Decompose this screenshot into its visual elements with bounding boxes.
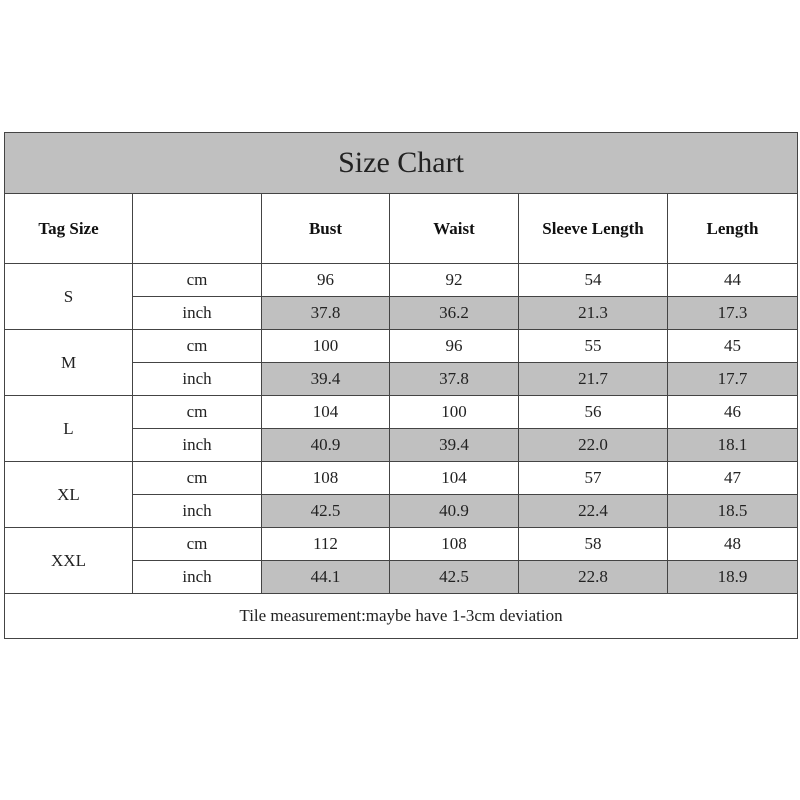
- sleeve-length-value: 58: [519, 528, 668, 561]
- waist-value: 40.9: [390, 495, 519, 528]
- sleeve-length-value: 57: [519, 462, 668, 495]
- waist-value: 96: [390, 330, 519, 363]
- sleeve-length-value: 21.3: [519, 297, 668, 330]
- length-value: 46: [668, 396, 798, 429]
- length-value: 18.1: [668, 429, 798, 462]
- header-unit: [133, 194, 262, 264]
- header-sleeve-length: Sleeve Length: [519, 194, 668, 264]
- size-row-cm: [5, 462, 798, 495]
- waist-value: 104: [390, 462, 519, 495]
- unit-label: cm: [133, 264, 262, 297]
- header-row: [5, 194, 798, 264]
- length-value: 17.3: [668, 297, 798, 330]
- unit-label: inch: [133, 495, 262, 528]
- length-value: 18.5: [668, 495, 798, 528]
- bust-value: 44.1: [262, 561, 390, 594]
- header-tag-size: Tag Size: [5, 194, 133, 264]
- waist-value: 37.8: [390, 363, 519, 396]
- sleeve-length-value: 22.0: [519, 429, 668, 462]
- sleeve-length-value: 54: [519, 264, 668, 297]
- size-row-cm: [5, 264, 798, 297]
- unit-label: cm: [133, 528, 262, 561]
- length-value: 18.9: [668, 561, 798, 594]
- size-row-cm: [5, 396, 798, 429]
- unit-label: cm: [133, 462, 262, 495]
- sleeve-length-value: 21.7: [519, 363, 668, 396]
- length-value: 48: [668, 528, 798, 561]
- size-label: XL: [5, 462, 133, 528]
- size-label: M: [5, 330, 133, 396]
- chart-title: Size Chart: [5, 133, 798, 194]
- size-label: S: [5, 264, 133, 330]
- waist-value: 42.5: [390, 561, 519, 594]
- sleeve-length-value: 22.4: [519, 495, 668, 528]
- header-bust: Bust: [262, 194, 390, 264]
- bust-value: 96: [262, 264, 390, 297]
- bust-value: 108: [262, 462, 390, 495]
- length-value: 44: [668, 264, 798, 297]
- bust-value: 100: [262, 330, 390, 363]
- unit-label: inch: [133, 297, 262, 330]
- bust-value: 37.8: [262, 297, 390, 330]
- bust-value: 40.9: [262, 429, 390, 462]
- sleeve-length-value: 55: [519, 330, 668, 363]
- size-row-cm: [5, 330, 798, 363]
- unit-label: cm: [133, 396, 262, 429]
- bust-value: 39.4: [262, 363, 390, 396]
- length-value: 45: [668, 330, 798, 363]
- bust-value: 104: [262, 396, 390, 429]
- waist-value: 100: [390, 396, 519, 429]
- waist-value: 92: [390, 264, 519, 297]
- length-value: 47: [668, 462, 798, 495]
- size-label: XXL: [5, 528, 133, 594]
- sleeve-length-value: 56: [519, 396, 668, 429]
- length-value: 17.7: [668, 363, 798, 396]
- sleeve-length-value: 22.8: [519, 561, 668, 594]
- header-length: Length: [668, 194, 798, 264]
- unit-label: inch: [133, 363, 262, 396]
- size-row-cm: [5, 528, 798, 561]
- unit-label: cm: [133, 330, 262, 363]
- waist-value: 39.4: [390, 429, 519, 462]
- bust-value: 42.5: [262, 495, 390, 528]
- measurement-note: Tile measurement:maybe have 1-3cm deviation: [5, 594, 798, 639]
- size-chart-table: [4, 132, 798, 639]
- bust-value: 112: [262, 528, 390, 561]
- waist-value: 36.2: [390, 297, 519, 330]
- unit-label: inch: [133, 429, 262, 462]
- waist-value: 108: [390, 528, 519, 561]
- unit-label: inch: [133, 561, 262, 594]
- header-waist: Waist: [390, 194, 519, 264]
- size-label: L: [5, 396, 133, 462]
